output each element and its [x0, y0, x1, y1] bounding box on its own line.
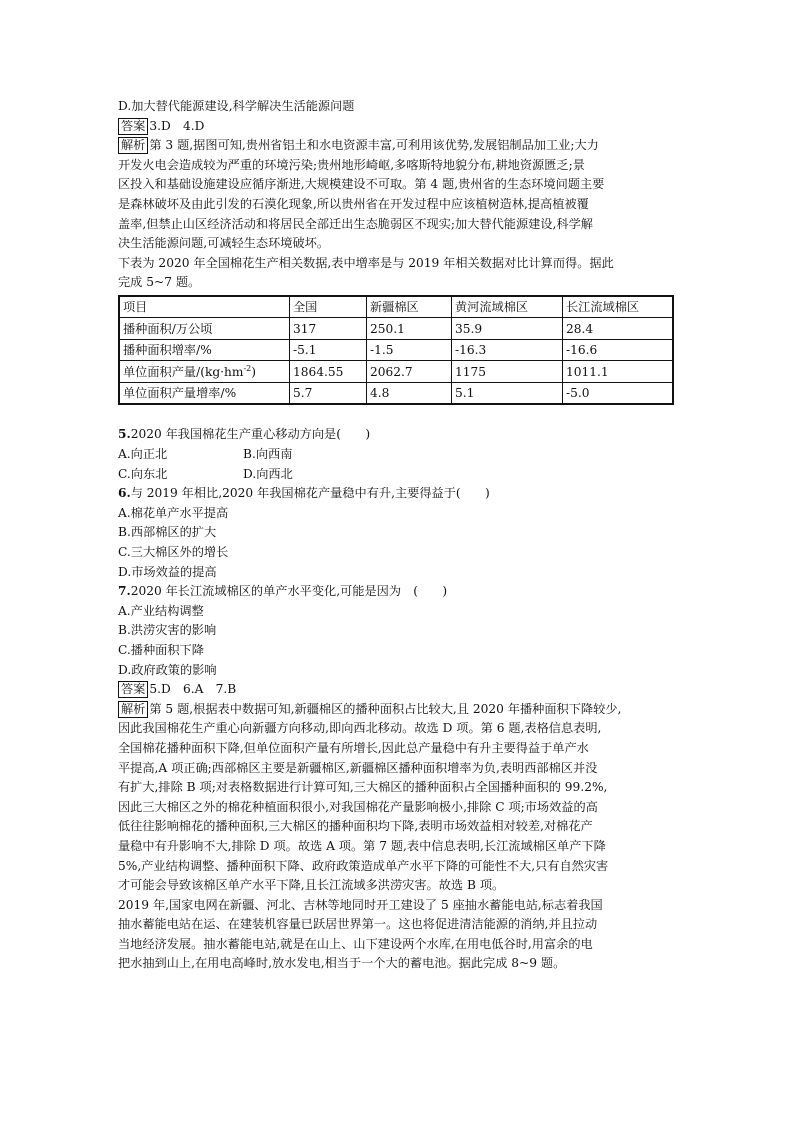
- table-cell: 2062.7: [367, 361, 452, 383]
- option-d: D.政府政策的影响: [118, 662, 217, 677]
- intro-line: 把水抽到山上,在用电高峰时,放水发电,相当于一个大的蓄电池。据此完成 8~9 题。: [118, 956, 566, 971]
- intro-line: 2019 年,国家电网在新疆、河北、吉林等地同时开工建设了 5 座抽水蓄能电站,标志着我国: [118, 897, 603, 912]
- analysis-line: 平提高,A 项正确;西部棉区主要是新疆棉区,新疆棉区播种面积增率为负,表明西部棉区并没: [118, 760, 598, 775]
- analysis-line: 开发火电会造成较为严重的环境污染;贵州地形崎岖,多喀斯特地貌分布,耕地资源匮乏;景: [118, 157, 585, 172]
- table-header-cell: 项目: [119, 296, 290, 318]
- answer-text: 3.D 4.D: [149, 118, 205, 133]
- document-content: [118, 97, 678, 974]
- analysis-line: 区投入和基础设施建设应循序渐进,大规模建设不可取。第 4 题,贵州省的生态环境问题主要: [118, 177, 605, 192]
- intro-line: 抽水蓄能电站在运、在建装机容量已跃居世界第一。这也将促进清洁能源的消纳,并且拉动: [118, 917, 598, 932]
- table-cell: 250.1: [367, 318, 452, 340]
- table-header-cell: 全国: [290, 296, 367, 318]
- table-row: [119, 318, 673, 340]
- table-cell: 1175: [452, 361, 563, 383]
- analysis-line: 决生活能源问题,可减轻生态环境破坏。: [118, 236, 330, 251]
- option-c: C.播种面积下降: [118, 642, 204, 657]
- analysis-line: 是森林破坏及由此引发的石漠化现象,所以贵州省在开发过程中应该植树造林,提高植被覆: [118, 196, 589, 211]
- analysis-tag: 解析: [118, 137, 148, 154]
- option-b: B.西部棉区的扩大: [118, 525, 217, 540]
- table-cell: 317: [290, 318, 367, 340]
- table-cell: -5.1: [290, 339, 367, 361]
- table-header-cell: 黄河流域棉区: [452, 296, 563, 318]
- intro-8-9: [118, 896, 678, 974]
- analysis-line: 解析 第 5 题,根据表中数据可知,新疆棉区的播种面积占比较大,且 2020 年播种面积下降较少,: [118, 700, 678, 720]
- answer-text: 5.D 6.A 7.B: [149, 682, 237, 697]
- option-a: A.向正北: [118, 447, 168, 462]
- analysis-block-5-7: [118, 700, 678, 896]
- analysis-line: 因此三大棉区之外的棉花种植面积很小,对我国棉花产量影响极小,排除 C 项;市场效益的高: [118, 799, 598, 814]
- table-cell: 35.9: [452, 318, 563, 340]
- table-row: [119, 339, 673, 361]
- table-cell: 1011.1: [563, 361, 674, 383]
- option-a: A.棉花单产水平提高: [118, 505, 229, 520]
- answer-tag: 答案: [118, 681, 148, 698]
- option-d: D.市场效益的提高: [118, 564, 217, 579]
- intro-line: 当地经济发展。抽水蓄能电站,就是在山上、山下建设两个水库,在用电低谷时,用富余的电: [118, 936, 593, 951]
- analysis-tag: 解析: [118, 701, 148, 718]
- option-c: C.向东北: [118, 466, 168, 481]
- analysis-line: 5%,产业结构调整、播种面积下降、政府政策造成单产水平下降的可能性不大,只有自然灾害: [118, 858, 609, 873]
- analysis-line: 有扩大,排除 B 项;对表格数据进行计算可知,三大棉区的播种面积占全国播种面积的 99.2%,: [118, 780, 608, 795]
- question-stem: 5.2020 年我国棉花生产重心移动方向是( ): [118, 427, 371, 442]
- table-cell: 单位面积产量$/(kg\cdot hm^{-2})$: [119, 361, 290, 383]
- table-cell: 4.8: [367, 382, 452, 404]
- table-cell: -1.5: [367, 339, 452, 361]
- option-c: C.三大棉区外的增长: [118, 545, 229, 559]
- question-6: [118, 484, 678, 582]
- analysis-line: 量稳中有升影响不大,排除 D 项。故选 A 项。第 7 题,表中信息表明,长江流域棉区单产下降: [118, 838, 606, 853]
- cotton-data-table: [118, 295, 674, 406]
- analysis-line: 才可能会导致该棉区单产水平下降,且长江流域多洪涝灾害。故选 B 项。: [118, 878, 505, 893]
- question-stem: 7.2020 年长江流域棉区的单产水平变化,可能是因为 ( ): [118, 584, 448, 599]
- table-cell: 1864.55: [290, 361, 367, 383]
- question-stem: 6.与 2019 年相比,2020 年我国棉花产量稳中有升,主要得益于( ): [118, 486, 490, 501]
- table-cell: 5.1: [452, 382, 563, 404]
- analysis-block-3-4: [118, 136, 678, 254]
- option-row: [118, 445, 678, 465]
- table-header-cell: 新疆棉区: [367, 296, 452, 318]
- table-cell: -16.6: [563, 339, 674, 361]
- answer-tag: 答案: [118, 118, 148, 135]
- table-row: [119, 382, 673, 404]
- intro-line: 完成 5~7 题。: [118, 275, 201, 290]
- analysis-line: 解析 第 3 题,据图可知,贵州省铝土和水电资源丰富,可利用该优势,发展铝制品加工业;大力: [118, 136, 678, 156]
- analysis-line: 全国棉花播种面积下降,但单位面积产量有所增长,因此总产量稳中有升主要得益于单产水: [118, 740, 589, 755]
- table-cell: -5.0: [563, 382, 674, 404]
- table-row: [119, 361, 673, 383]
- table-cell: -16.3: [452, 339, 563, 361]
- question-7: [118, 582, 678, 680]
- table-cell: 28.4: [563, 318, 674, 340]
- analysis-line: 盖率,但禁止山区经济活动和将居民全部迁出生态脆弱区不现实;加大替代能源建设,科学解: [118, 216, 593, 231]
- answer-line-3-4: [118, 117, 678, 137]
- analysis-line: 低往往影响棉花的播种面积,三大棉区的播种面积均下降,表明市场效益相对较差,对棉花产: [118, 819, 593, 834]
- table-header-cell: 长江流域棉区: [563, 296, 674, 318]
- table-cell: 5.7: [290, 382, 367, 404]
- table-cell: 单位面积产量增率/%: [119, 382, 290, 404]
- option-d: D.向西北: [243, 466, 293, 481]
- analysis-line: 因此我国棉花生产重心向新疆方向移动,即向西北移动。故选 D 项。第 6 题,表格信息表明,: [118, 721, 602, 736]
- option-row: [118, 465, 678, 485]
- intro-line: 下表为 2020 年全国棉花生产相关数据,表中增率是与 2019 年相关数据对比计算而得。据此: [118, 255, 614, 270]
- question-5: [118, 425, 678, 484]
- table-cell: 播种面积/万公顷: [119, 318, 290, 340]
- option-b: B.向西南: [243, 447, 293, 462]
- option-a: A.产业结构调整: [118, 603, 204, 618]
- option-d-line: D.加大替代能源建设,科学解决生活能源问题: [118, 99, 355, 113]
- option-b: B.洪涝灾害的影响: [118, 623, 217, 638]
- table-header-row: [119, 296, 673, 318]
- table-cell: 播种面积增率/%: [119, 339, 290, 361]
- answer-line-5-7: [118, 680, 678, 700]
